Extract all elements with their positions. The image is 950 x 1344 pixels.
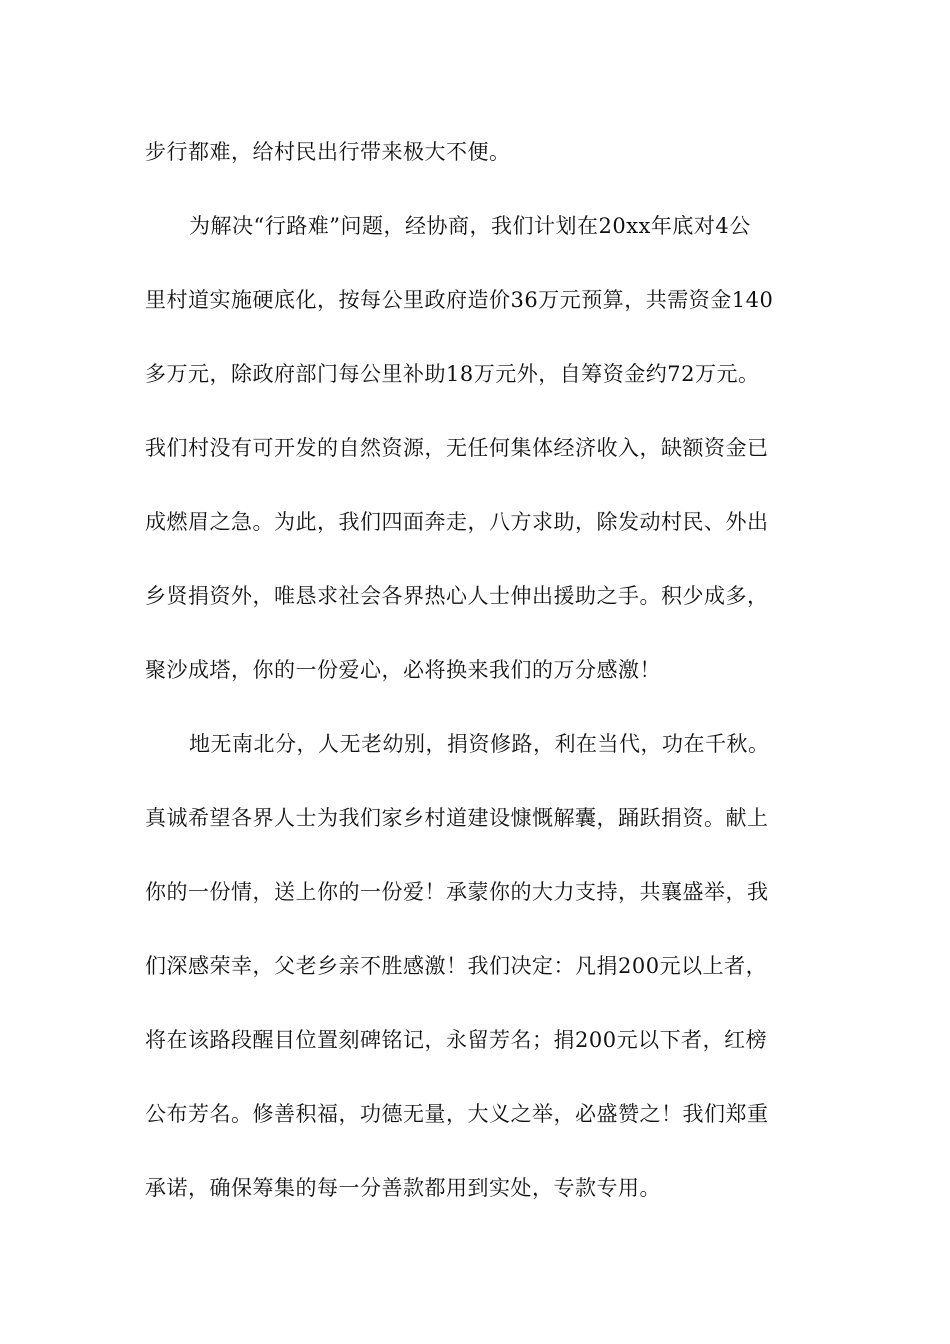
text-line: 聚沙成塔，你的一份爱心，必将换来我们的万分感激！ [145, 658, 661, 682]
text-line: 成燃眉之急。为此，我们四面奔走，八方求助，除发动村民、外出 [145, 510, 769, 534]
text-line: 我们村没有可开发的自然资源，无任何集体经济收入，缺额资金已 [145, 436, 769, 460]
text-line: 承诺，确保筹集的每一分善款都用到实处，专款专用。 [145, 1176, 661, 1200]
text-line: 公布芳名。修善积福，功德无量，大义之举，必盛赞之！我们郑重 [145, 1102, 769, 1126]
text-line: 地无南北分，人无老幼别，捐资修路，利在当代，功在千秋。 [189, 732, 770, 756]
text-line: 里村道实施硬底化，按每公里政府造价36万元预算，共需资金140 [145, 288, 774, 312]
text-line: 真诚希望各界人士为我们家乡村道建设慷慨解囊，踊跃捐资。献上 [145, 806, 769, 830]
text-line: 步行都难，给村民出行带来极大不便。 [145, 140, 511, 164]
text-line: 将在该路段醒目位置刻碑铭记，永留芳名；捐200元以下者，红榜 [145, 1028, 768, 1052]
text-line: 们深感荣幸，父老乡亲不胜感激！我们决定：凡捐200元以上者， [145, 954, 768, 978]
text-line: 乡贤捐资外，唯恳求社会各界热心人士伸出援助之手。积少成多， [145, 584, 769, 608]
document-body [145, 134, 810, 1244]
text-line: 为解决“行路难”问题，经协商，我们计划在20xx年底对4公 [189, 214, 751, 238]
text-line: 多万元，除政府部门每公里补助18万元外，自筹资金约72万元。 [145, 362, 760, 386]
text-line: 你的一份情，送上你的一份爱！承蒙你的大力支持，共襄盛举，我 [145, 880, 769, 904]
